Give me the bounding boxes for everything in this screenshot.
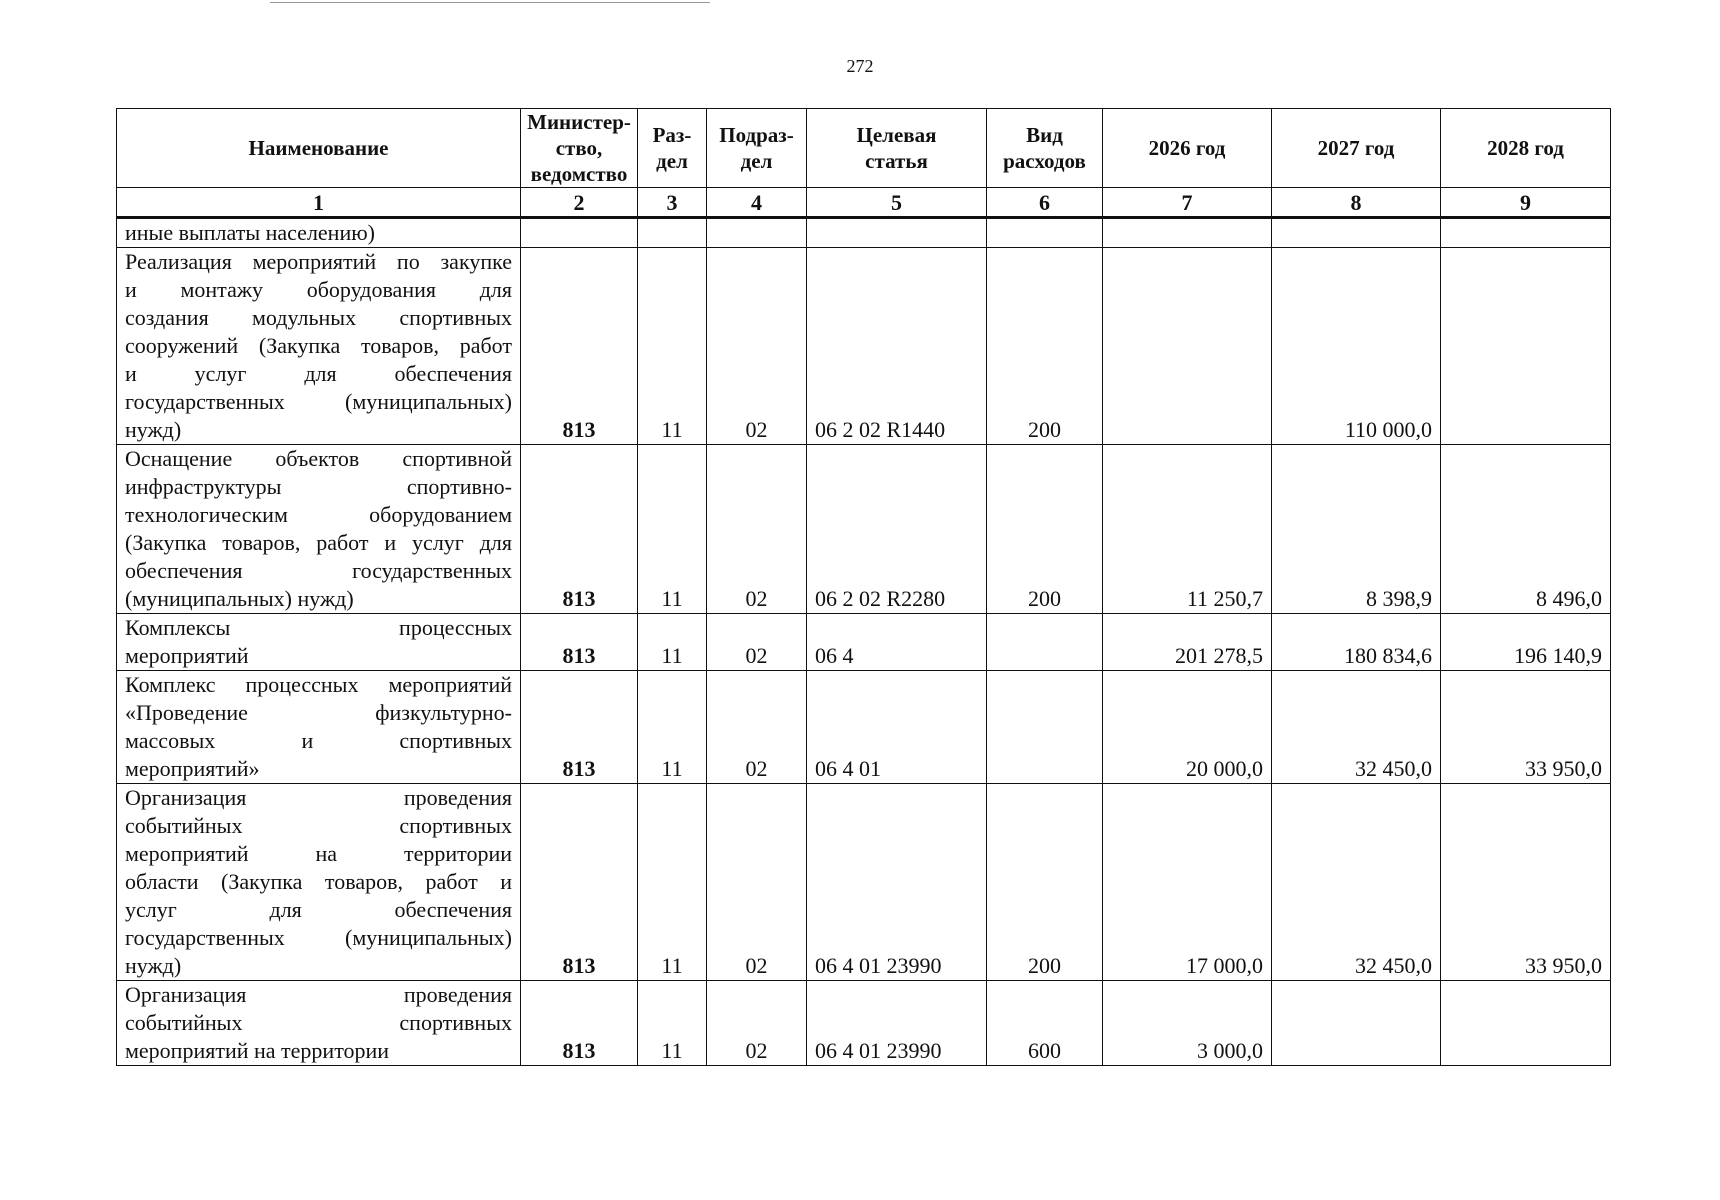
column-header-line: расходов — [1003, 149, 1086, 173]
row-name-line: иные выплаты населению) — [125, 220, 375, 245]
column-header-line: ведомство — [530, 162, 628, 186]
row-name-line: услуг для обеспечения — [125, 897, 512, 922]
amount-2028-cell — [1441, 981, 1611, 1066]
row-name-line: мероприятий на территории — [125, 841, 512, 866]
column-header-line: Раз- — [652, 123, 692, 147]
page-number: 272 — [846, 56, 874, 76]
row-name-cell — [117, 981, 521, 1066]
section-cell: 11 — [638, 445, 707, 614]
row-name-line: сооружений (Закупка товаров, работ — [125, 333, 512, 358]
amount-2028-cell: 196 140,9 — [1441, 614, 1611, 671]
table-body — [117, 218, 1611, 1066]
column-number-4: 4 — [707, 188, 807, 218]
row-name-line: Оснащение объектов спортивной — [125, 446, 512, 471]
header-row — [117, 109, 1611, 188]
amount-2027-cell: 32 450,0 — [1272, 784, 1441, 981]
column-header-7 — [1103, 109, 1272, 188]
column-number-1: 1 — [117, 188, 521, 218]
column-header-9 — [1441, 109, 1611, 188]
column-header-line: Вид — [1026, 123, 1063, 147]
row-name-line: нужд) — [125, 953, 182, 978]
row-name-line: «Проведение физкультурно- — [125, 700, 512, 725]
amount-2028-cell: 33 950,0 — [1441, 671, 1611, 784]
column-header-line: дел — [656, 149, 688, 173]
subsection-cell: 02 — [707, 445, 807, 614]
target-article-cell: 06 4 — [807, 614, 987, 671]
row-name-cell — [117, 671, 521, 784]
subsection-cell: 02 — [707, 671, 807, 784]
table-row — [117, 671, 1611, 784]
target-article-cell — [807, 218, 987, 248]
row-name-line: области (Закупка товаров, работ и — [125, 869, 512, 894]
ministry-cell: 813 — [521, 981, 638, 1066]
row-name-line: Организация проведения — [125, 982, 512, 1007]
subsection-cell — [707, 218, 807, 248]
column-number-6: 6 — [987, 188, 1103, 218]
amount-2028-cell: 33 950,0 — [1441, 784, 1611, 981]
subsection-cell: 02 — [707, 784, 807, 981]
column-header-line: ство, — [555, 136, 603, 160]
row-name-line: и услуг для обеспечения — [125, 361, 512, 386]
column-number-7: 7 — [1103, 188, 1272, 218]
table-row — [117, 248, 1611, 445]
row-name-line: нужд) — [125, 417, 182, 442]
row-name-line: Организация проведения — [125, 785, 512, 810]
column-number-2: 2 — [521, 188, 638, 218]
expense-type-cell: 200 — [987, 248, 1103, 445]
amount-2026-cell: 20 000,0 — [1103, 671, 1272, 784]
row-name-line: и монтажу оборудования для — [125, 277, 512, 302]
row-name-line: (муниципальных) нужд) — [125, 586, 354, 611]
amount-2028-cell: 8 496,0 — [1441, 445, 1611, 614]
expense-type-cell — [987, 218, 1103, 248]
amount-2027-cell: 8 398,9 — [1272, 445, 1441, 614]
row-name-cell — [117, 248, 521, 445]
table-row — [117, 981, 1611, 1066]
row-name-line: государственных (муниципальных) — [125, 925, 512, 950]
ministry-cell — [521, 218, 638, 248]
row-name-line: обеспечения государственных — [125, 558, 512, 583]
ministry-cell: 813 — [521, 248, 638, 445]
row-name-line: технологическим оборудованием — [125, 502, 512, 527]
amount-2028-cell — [1441, 218, 1611, 248]
amount-2028-cell — [1441, 248, 1611, 445]
table-row — [117, 445, 1611, 614]
row-name-line: Реализация мероприятий по закупке — [125, 249, 512, 274]
column-header-line: дел — [740, 149, 773, 173]
subsection-cell: 02 — [707, 614, 807, 671]
amount-2026-cell: 3 000,0 — [1103, 981, 1272, 1066]
row-name-line: мероприятий на территории — [125, 1038, 390, 1063]
column-number-3: 3 — [638, 188, 707, 218]
row-name-line: мероприятий» — [125, 756, 260, 781]
column-number-5: 5 — [807, 188, 987, 218]
expense-type-cell: 200 — [987, 445, 1103, 614]
section-cell: 11 — [638, 981, 707, 1066]
column-header-5 — [807, 109, 987, 188]
ministry-cell: 813 — [521, 445, 638, 614]
row-name-line: мероприятий — [125, 643, 249, 668]
row-name-line: Комплексы процессных — [125, 615, 512, 640]
ministry-cell: 813 — [521, 671, 638, 784]
ministry-cell: 813 — [521, 614, 638, 671]
column-header-line: 2028 год — [1487, 136, 1564, 160]
column-number-9: 9 — [1441, 188, 1611, 218]
amount-2026-cell: 201 278,5 — [1103, 614, 1272, 671]
row-name-cell — [117, 445, 521, 614]
table-row — [117, 614, 1611, 671]
column-header-line: Подраз- — [719, 123, 794, 147]
expense-type-cell: 200 — [987, 784, 1103, 981]
subsection-cell: 02 — [707, 248, 807, 445]
column-header-line: Наименование — [248, 136, 389, 160]
column-header-2 — [521, 109, 638, 188]
column-header-line: 2026 год — [1148, 136, 1226, 160]
amount-2026-cell: 17 000,0 — [1103, 784, 1272, 981]
column-header-line: Министер- — [527, 110, 631, 134]
section-cell: 11 — [638, 248, 707, 445]
top-rule — [270, 2, 710, 3]
column-header-line: Целевая — [856, 123, 937, 147]
amount-2027-cell: 32 450,0 — [1272, 671, 1441, 784]
column-number-row — [117, 188, 1611, 218]
row-name-line: государственных (муниципальных) — [125, 389, 512, 414]
amount-2026-cell — [1103, 248, 1272, 445]
expense-type-cell — [987, 614, 1103, 671]
subsection-cell: 02 — [707, 981, 807, 1066]
row-name-line: массовых и спортивных — [125, 728, 512, 753]
amount-2027-cell — [1272, 218, 1441, 248]
section-cell: 11 — [638, 784, 707, 981]
section-cell — [638, 218, 707, 248]
amount-2027-cell: 180 834,6 — [1272, 614, 1441, 671]
target-article-cell: 06 4 01 23990 — [807, 981, 987, 1066]
expense-type-cell: 600 — [987, 981, 1103, 1066]
section-cell: 11 — [638, 614, 707, 671]
target-article-cell: 06 4 01 — [807, 671, 987, 784]
column-header-6 — [987, 109, 1103, 188]
column-header-1 — [117, 109, 521, 188]
expense-type-cell — [987, 671, 1103, 784]
table-row — [117, 218, 1611, 248]
row-name-cell — [117, 614, 521, 671]
row-name-line: Комплекс процессных мероприятий — [125, 672, 512, 697]
target-article-cell: 06 2 02 R1440 — [807, 248, 987, 445]
row-name-cell — [117, 784, 521, 981]
section-cell: 11 — [638, 671, 707, 784]
row-name-line: инфраструктуры спортивно- — [125, 474, 512, 499]
amount-2026-cell — [1103, 218, 1272, 248]
row-name-line: событийных спортивных — [125, 1010, 512, 1035]
amount-2027-cell: 110 000,0 — [1272, 248, 1441, 445]
target-article-cell: 06 2 02 R2280 — [807, 445, 987, 614]
row-name-cell — [117, 218, 521, 248]
column-header-3 — [638, 109, 707, 188]
amount-2027-cell — [1272, 981, 1441, 1066]
target-article-cell: 06 4 01 23990 — [807, 784, 987, 981]
row-name-line: событийных спортивных — [125, 813, 512, 838]
column-header-4 — [707, 109, 807, 188]
amount-2026-cell: 11 250,7 — [1103, 445, 1272, 614]
column-header-line: статья — [865, 149, 928, 173]
table-row — [117, 784, 1611, 981]
row-name-line: создания модульных спортивных — [125, 305, 512, 330]
column-header-8 — [1272, 109, 1441, 188]
column-header-line: 2027 год — [1317, 136, 1395, 160]
row-name-line: (Закупка товаров, работ и услуг для — [125, 530, 512, 555]
budget-table — [116, 108, 1611, 1066]
column-number-8: 8 — [1272, 188, 1441, 218]
ministry-cell: 813 — [521, 784, 638, 981]
